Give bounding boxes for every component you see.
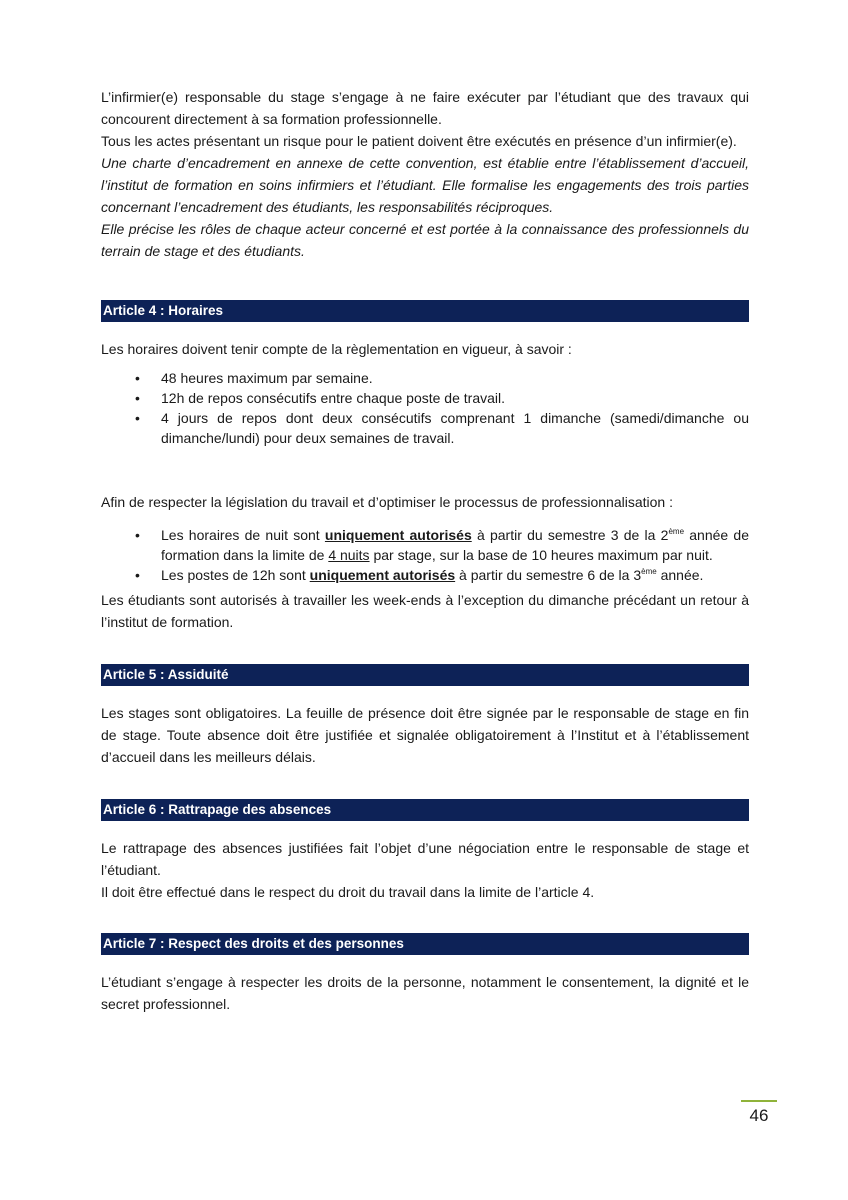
list-item-shift: • Les postes de 12h sont uniquement autorisés à partir du semestre 6 de la 3ème année. (135, 567, 704, 583)
bullet-icon: • (135, 370, 140, 386)
intro-paragraph-1: L’infirmier(e) responsable du stage s’engage à ne faire exécuter par l’étudiant que des travaux qui concourent directement à sa formation professionnelle. (101, 89, 749, 127)
article-4-lead-2: Afin de respecter la législation du travail et d’optimiser le processus de professionnalisation : (101, 494, 673, 510)
list-item-night: • Les horaires de nuit sont uniquement autorisés à partir du semestre 3 de la 2ème année de formation dans la limite de 4 nuits par stage, sur la base de 10 heures maximum par nuit. (135, 527, 749, 563)
hours-list (101, 368, 749, 448)
weekend-paragraph: Les étudiants sont autorisés à travailler les week-ends à l’exception du dimanche précédant un retour à l’institut de formation. (101, 592, 749, 630)
intro-paragraph-4: Elle précise les rôles de chaque acteur concerné et est portée à la connaissance des professionnels du terrain de stage et des étudiants. (101, 221, 749, 259)
article-7-text: L’étudiant s’engage à respecter les droits de la personne, notamment le consentement, la dignité et le secret professionnel. (101, 974, 749, 1012)
page-number-rule (741, 1100, 777, 1102)
article-7-heading: Article 7 : Respect des droits et des personnes (101, 933, 749, 955)
rules-list (101, 525, 749, 585)
article-4-lead: Les horaires doivent tenir compte de la règlementation en vigueur, à savoir : (101, 341, 572, 357)
article-5-heading: Article 5 : Assiduité (101, 664, 749, 686)
list-item: • 4 jours de repos dont deux consécutifs comprenant 1 dimanche (samedi/dimanche ou dimanche/lundi) pour deux semaines de travail. (135, 410, 749, 446)
intro-paragraph-3: Une charte d’encadrement en annexe de cette convention, est établie entre l’établissement d’accueil, l’institut de formation en soins infirmiers et l’étudiant. Elle formalise les engagements des trois parties concernant l’encadrement des étudiants, les responsabilités réciproques. (101, 155, 749, 215)
article-5-text: Les stages sont obligatoires. La feuille de présence doit être signée par le responsable de stage en fin de stage. Toute absence doit être justifiée et signalée obligatoirement à l’Institut et à l’établissement d’accueil dans les meilleurs délais. (101, 705, 749, 765)
page-number: 46 (749, 1106, 769, 1125)
article-6-text-2: Il doit être effectué dans le respect du droit du travail dans la limite de l’article 4. (101, 884, 595, 900)
bullet-icon: • (135, 567, 140, 583)
document-body (101, 86, 749, 1015)
intro-paragraph-2: Tous les actes présentant un risque pour le patient doivent être exécutés en présence d’un infirmier(e). (101, 133, 737, 149)
article-6-heading: Article 6 : Rattrapage des absences (101, 799, 749, 821)
bullet-icon: • (135, 527, 140, 543)
article-6-text-1: Le rattrapage des absences justifiées fait l’objet d’une négociation entre le responsable de stage et l’étudiant. (101, 840, 749, 878)
list-item: • 12h de repos consécutifs entre chaque poste de travail. (135, 390, 505, 406)
list-item: • 48 heures maximum par semaine. (135, 370, 373, 386)
bullet-icon: • (135, 410, 140, 426)
article-4-heading: Article 4 : Horaires (101, 300, 749, 322)
bullet-icon: • (135, 390, 140, 406)
